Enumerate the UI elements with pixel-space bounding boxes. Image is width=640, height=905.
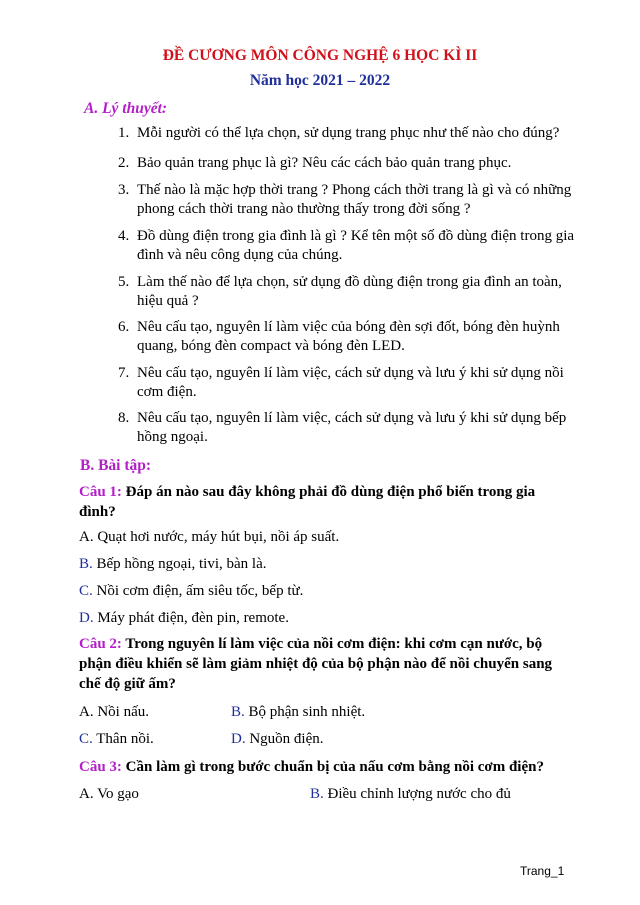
option-letter: B. bbox=[231, 704, 245, 720]
answer-option bbox=[79, 730, 154, 749]
section-exercises-heading: B. Bài tập: bbox=[80, 457, 152, 474]
option-text: Nồi cơm điện, ấm siêu tốc, bếp từ. bbox=[96, 583, 304, 599]
item-text: Nêu cấu tạo, nguyên lí làm việc của bóng đèn sợi đốt, bóng đèn huỳnh quang, bóng đèn compact và bóng đèn LED. bbox=[137, 319, 560, 354]
school-year: Năm học 2021 – 2022 bbox=[249, 72, 391, 89]
option-text: Nguồn điện. bbox=[249, 731, 324, 747]
option-letter: C. bbox=[79, 583, 93, 599]
option-text: Quạt hơi nước, máy hút bụi, nồi áp suất. bbox=[97, 529, 340, 545]
question-2 bbox=[79, 634, 569, 694]
item-text: Mỗi người có thể lựa chọn, sử dụng trang phục như thế nào cho đúng? bbox=[137, 125, 560, 141]
option-letter: B. bbox=[79, 556, 93, 572]
question-label: Câu 3: bbox=[79, 759, 122, 775]
section-theory-heading: A. Lý thuyết: bbox=[84, 100, 168, 117]
question-text: Cần làm gì trong bước chuẩn bị của nấu cơm bằng nồi cơm điện? bbox=[125, 759, 544, 775]
option-text: Thân nồi. bbox=[96, 731, 154, 747]
item-number: 1. bbox=[118, 125, 130, 141]
question-text: Đáp án nào sau đây không phải đồ dùng điện phổ biến trong gia đình? bbox=[79, 484, 536, 520]
item-text: Thế nào là mặc hợp thời trang ? Phong cách thời trang là gì và có những phong cách thời trang nào thường thấy trong đời sống ? bbox=[137, 182, 572, 217]
option-text: Bếp hồng ngoại, tivi, bàn là. bbox=[96, 556, 267, 572]
option-letter: D. bbox=[79, 610, 94, 626]
answer-option bbox=[79, 785, 139, 804]
option-letter: C. bbox=[79, 731, 93, 747]
document-title: ĐỀ CƯƠNG MÔN CÔNG NGHỆ 6 HỌC KÌ II bbox=[162, 47, 478, 64]
answer-option bbox=[79, 555, 267, 574]
item-number: 4. bbox=[118, 228, 130, 244]
item-text: Nêu cấu tạo, nguyên lí làm việc, cách sử dụng và lưu ý khi sử dụng bếp hồng ngoại. bbox=[137, 410, 567, 445]
item-text: Bảo quản trang phục là gì? Nêu các cách bảo quản trang phục. bbox=[137, 155, 512, 171]
option-letter: D. bbox=[231, 731, 246, 747]
option-letter: B. bbox=[310, 786, 324, 802]
option-text: Nồi nấu. bbox=[97, 704, 150, 720]
question-text: Trong nguyên lí làm việc của nồi cơm điện: khi cơm cạn nước, bộ phận điều khiển sẽ làm giảm nhiệt độ của bộ phận nào để nồi chuyển sang chế độ giữ ấm? bbox=[79, 636, 553, 692]
answer-option bbox=[231, 730, 324, 749]
option-letter: A. bbox=[79, 529, 94, 545]
option-letter: A. bbox=[79, 786, 94, 802]
item-number: 6. bbox=[118, 319, 130, 335]
option-text: Vo gạo bbox=[97, 786, 139, 802]
answer-option bbox=[231, 703, 365, 722]
answer-option bbox=[79, 609, 289, 628]
item-text: Làm thế nào để lựa chọn, sử dụng đồ dùng điện trong gia đình an toàn, hiệu quả ? bbox=[137, 274, 562, 309]
question-1 bbox=[79, 482, 569, 522]
question-3 bbox=[79, 757, 569, 777]
option-text: Bộ phận sinh nhiệt. bbox=[248, 704, 366, 720]
page-number: Trang_1 bbox=[520, 864, 565, 878]
option-letter: A. bbox=[79, 704, 94, 720]
item-number: 2. bbox=[118, 155, 130, 171]
item-number: 7. bbox=[118, 365, 130, 381]
item-text: Đồ dùng điện trong gia đình là gì ? Kể tên một số đồ dùng điện trong gia đình và nêu công dụng của chúng. bbox=[137, 228, 575, 263]
answer-option bbox=[79, 703, 149, 722]
answer-option bbox=[79, 528, 339, 547]
question-label: Câu 2: bbox=[79, 636, 122, 652]
option-text: Điều chỉnh lượng nước cho đủ bbox=[327, 786, 511, 802]
item-text: Nêu cấu tạo, nguyên lí làm việc, cách sử dụng và lưu ý khi sử dụng nồi cơm điện. bbox=[137, 365, 564, 400]
item-number: 3. bbox=[118, 182, 130, 198]
answer-option bbox=[79, 582, 303, 601]
question-label: Câu 1: bbox=[79, 484, 122, 500]
option-text: Máy phát điện, đèn pin, remote. bbox=[97, 610, 289, 626]
item-number: 8. bbox=[118, 410, 130, 426]
item-number: 5. bbox=[118, 274, 130, 290]
answer-option bbox=[310, 785, 511, 804]
